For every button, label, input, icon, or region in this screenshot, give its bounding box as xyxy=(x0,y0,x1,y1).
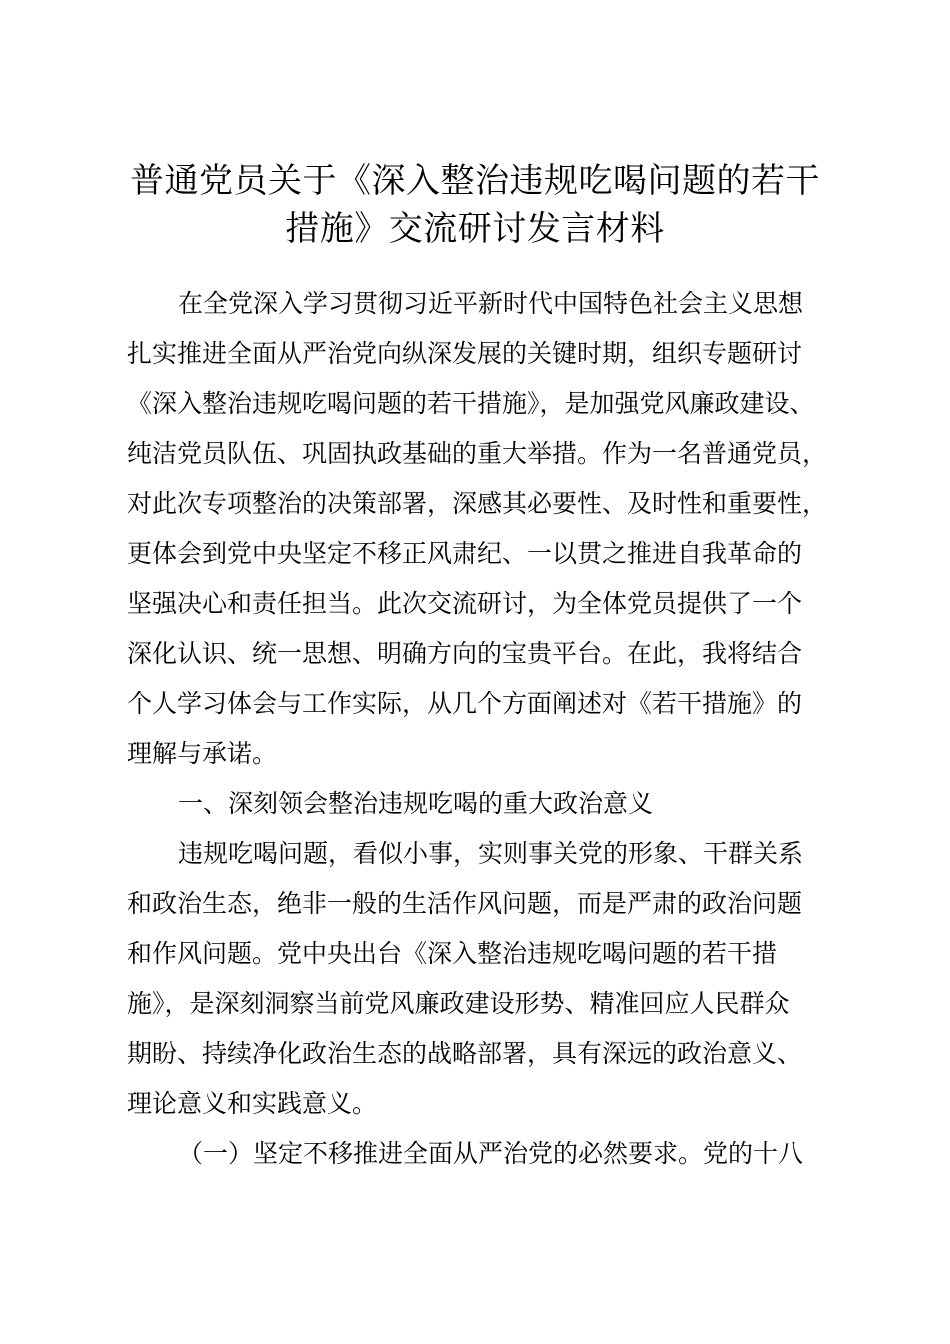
section-heading: 一、深刻领会整治违规吃喝的重大政治意义 xyxy=(178,789,654,818)
paragraph-line: 和作风问题。党中央出台《深入整治违规吃喝问题的若干措 xyxy=(127,939,778,968)
document-title-line-1: 普通党员关于《深入整治违规吃喝问题的若干 xyxy=(130,161,820,201)
paragraph-line: 和政治生态，绝非一般的生活作风问题，而是严肃的政治问题 xyxy=(127,889,803,918)
document-title-line-2: 措施》交流研讨发言材料 xyxy=(285,209,665,249)
paragraph-line: 施》，是深刻洞察当前党风廉政建设形势、精准回应人民群众 xyxy=(127,989,790,1018)
paragraph-line: 个人学习体会与工作实际，从几个方面阐述对《若干措施》的 xyxy=(127,689,803,718)
paragraph-line: 违规吃喝问题，看似小事，实则事关党的形象、干群关系 xyxy=(178,839,804,868)
paragraph-line: 期盼、持续净化政治生态的战略部署，具有深远的政治意义、 xyxy=(127,1039,803,1068)
paragraph-line: 深化认识、统一思想、明确方向的宝贵平台。在此，我将结合 xyxy=(127,639,803,668)
paragraph-line: 《深入整治违规吃喝问题的若干措施》，是加强党风廉政建设、 xyxy=(127,389,815,418)
paragraph-line: 纯洁党员队伍、巩固执政基础的重大举措。作为一名普通党员， xyxy=(127,439,828,468)
paragraph-line: 更体会到党中央坚定不移正风肃纪、一以贯之推进自我革命的 xyxy=(127,539,803,568)
paragraph-line: 坚强决心和责任担当。此次交流研讨，为全体党员提供了一个 xyxy=(127,589,803,618)
subsection-heading: （一）坚定不移推进全面从严治党的必然要求。党的十八 xyxy=(178,1139,804,1168)
paragraph-line: 在全党深入学习贯彻习近平新时代中国特色社会主义思想 xyxy=(178,289,804,318)
paragraph-line: 理解与承诺。 xyxy=(127,739,278,768)
paragraph-line: 理论意义和实践意义。 xyxy=(127,1089,378,1118)
paragraph-line: 对此次专项整治的决策部署，深感其必要性、及时性和重要性， xyxy=(127,489,828,518)
paragraph-line: 扎实推进全面从严治党向纵深发展的关键时期，组织专题研讨 xyxy=(127,339,803,368)
